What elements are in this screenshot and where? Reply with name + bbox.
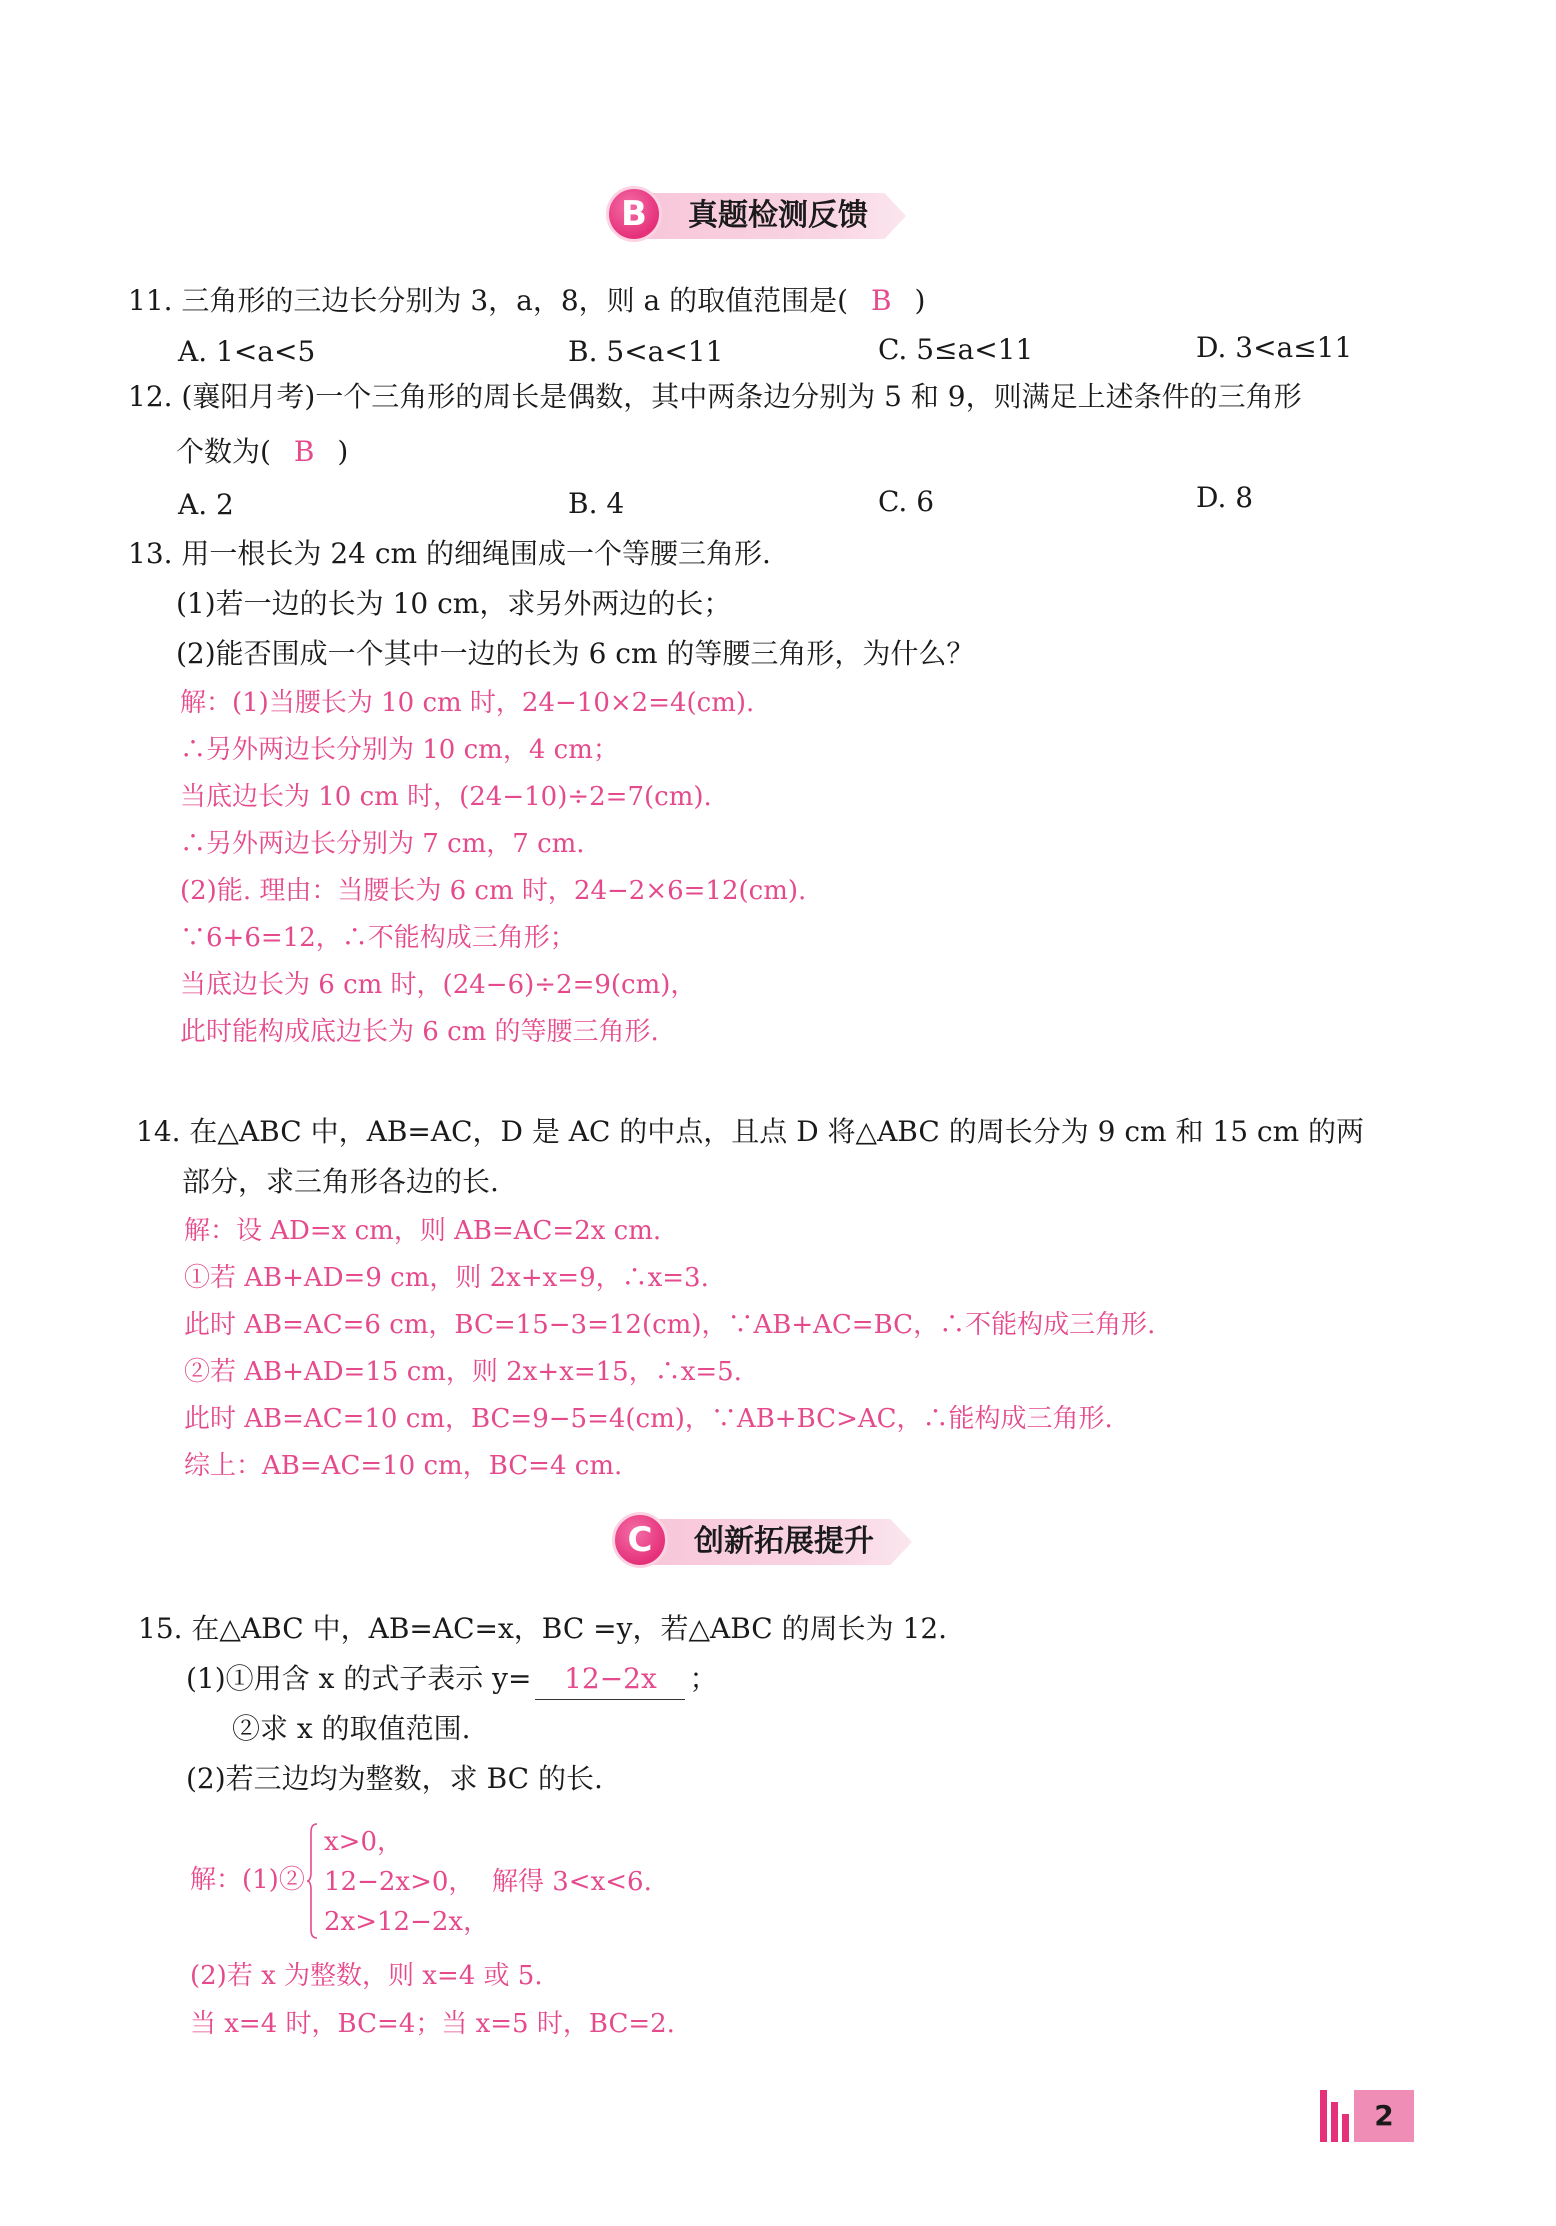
- section-badge-b: B: [606, 186, 662, 242]
- q12-stem-line1: 12. (襄阳月考)一个三角形的周长是偶数，其中两条边分别为 5 和 9，则满足上述条件的三角形: [128, 380, 1302, 413]
- q12-stem2: 个数为(: [176, 435, 271, 468]
- q15-part1a-suffix: ；: [689, 1662, 718, 1695]
- q11-stem-line: [128, 281, 925, 321]
- q13-solution-line: ∵6+6=12，∴不能构成三角形；: [180, 923, 576, 953]
- q11-option-b: B. 5<a<11: [568, 335, 724, 368]
- q14-solution-line: 此时 AB=AC=6 cm，BC=15−3=12(cm)，∵AB+AC=BC，∴不能构成三角形.: [184, 1310, 1156, 1340]
- section-banner-b: [606, 184, 946, 248]
- section-banner-c: [612, 1510, 952, 1574]
- q11-close: ): [914, 284, 926, 317]
- q12-answer: B: [293, 435, 315, 468]
- q14-stem-line2: 部分，求三角形各边的长.: [182, 1165, 499, 1198]
- q13-solution-line: 解：(1)当腰长为 10 cm 时，24−10×2=4(cm).: [180, 688, 755, 718]
- q11-option-a: A. 1<a<5: [178, 335, 316, 368]
- q13-part1: (1)若一边的长为 10 cm，求另外两边的长；: [176, 587, 732, 620]
- q14-solution-line: 解：设 AD=x cm，则 AB=AC=2x cm.: [184, 1216, 662, 1246]
- q14-solution-line: 综上：AB=AC=10 cm，BC=4 cm.: [184, 1451, 623, 1481]
- q15-solution2-line: 当 x=4 时，BC=4；当 x=5 时，BC=2.: [190, 2009, 675, 2039]
- q13-stem: 13. 用一根长为 24 cm 的细绳围成一个等腰三角形.: [128, 537, 771, 570]
- q15-system-line: x>0，: [324, 1827, 403, 1857]
- q13-solution-line: ∴另外两边长分别为 7 cm，7 cm.: [180, 829, 585, 859]
- q15-part1a-line: [186, 1659, 717, 1700]
- q13-part2: (2)能否围成一个其中一边的长为 6 cm 的等腰三角形，为什么？: [176, 637, 975, 670]
- q15-system-line: 12−2x>0，: [324, 1867, 475, 1897]
- page-number-bars-icon: [1320, 2090, 1350, 2142]
- q15-solution-label: 解：(1)②: [190, 1865, 305, 1895]
- brace-icon: [306, 1822, 318, 1940]
- section-title-b: 真题检测反馈: [688, 198, 868, 233]
- page-number: 2: [1354, 2090, 1414, 2142]
- q12-option-b: B. 4: [568, 487, 625, 520]
- q15-system-result: 解得 3<x<6.: [492, 1867, 652, 1897]
- q13-solution-line: ∴另外两边长分别为 10 cm，4 cm；: [180, 735, 619, 765]
- q11-option-c: C. 5≤a<11: [878, 333, 1034, 366]
- q13-solution-line: 当底边长为 6 cm 时，(24−6)÷2=9(cm)，: [180, 970, 697, 1000]
- q15-part1a-prefix: (1)①用含 x 的式子表示 y=: [186, 1662, 532, 1695]
- q13-solution-line: 此时能构成底边长为 6 cm 的等腰三角形.: [180, 1017, 659, 1047]
- q14-solution-line: ②若 AB+AD=15 cm，则 2x+x=15，∴x=5.: [184, 1357, 742, 1387]
- q15-system-line: 2x>12−2x，: [324, 1907, 490, 1937]
- q11-answer: B: [870, 284, 892, 317]
- q13-solution-line: (2)能. 理由：当腰长为 6 cm 时，24−2×6=12(cm).: [180, 876, 807, 906]
- q14-solution-line: 此时 AB=AC=10 cm，BC=9−5=4(cm)，∵AB+BC>AC，∴能构成三角形.: [184, 1404, 1113, 1434]
- q13-solution-line: 当底边长为 10 cm 时，(24−10)÷2=7(cm).: [180, 782, 712, 812]
- q15-solution2-line: (2)若 x 为整数，则 x=4 或 5.: [190, 1961, 543, 1991]
- section-title-c: 创新拓展提升: [694, 1524, 874, 1559]
- section-badge-c: C: [612, 1512, 668, 1568]
- q15-fill-blank: 12−2x: [535, 1659, 685, 1700]
- q15-part1b: ②求 x 的取值范围.: [232, 1712, 471, 1745]
- q15-stem: 15. 在△ABC 中，AB=AC=x，BC =y，若△ABC 的周长为 12.: [138, 1612, 948, 1645]
- q12-option-d: D. 8: [1196, 481, 1254, 514]
- q15-inequality-system: [306, 1822, 726, 1942]
- q14-stem-line1: 14. 在△ABC 中，AB=AC，D 是 AC 的中点，且点 D 将△ABC 的周长分为 9 cm 和 15 cm 的两: [136, 1115, 1365, 1148]
- q12-stem-line2: [176, 432, 348, 472]
- q15-part2: (2)若三边均为整数，求 BC 的长.: [186, 1762, 603, 1795]
- q11-stem: 11. 三角形的三边长分别为 3，a，8，则 a 的取值范围是(: [128, 284, 849, 317]
- q12-close: ): [337, 435, 349, 468]
- q12-option-c: C. 6: [878, 485, 935, 518]
- q12-option-a: A. 2: [178, 488, 234, 521]
- q11-option-d: D. 3<a≤11: [1196, 331, 1353, 364]
- q14-solution-line: ①若 AB+AD=9 cm，则 2x+x=9，∴x=3.: [184, 1263, 709, 1293]
